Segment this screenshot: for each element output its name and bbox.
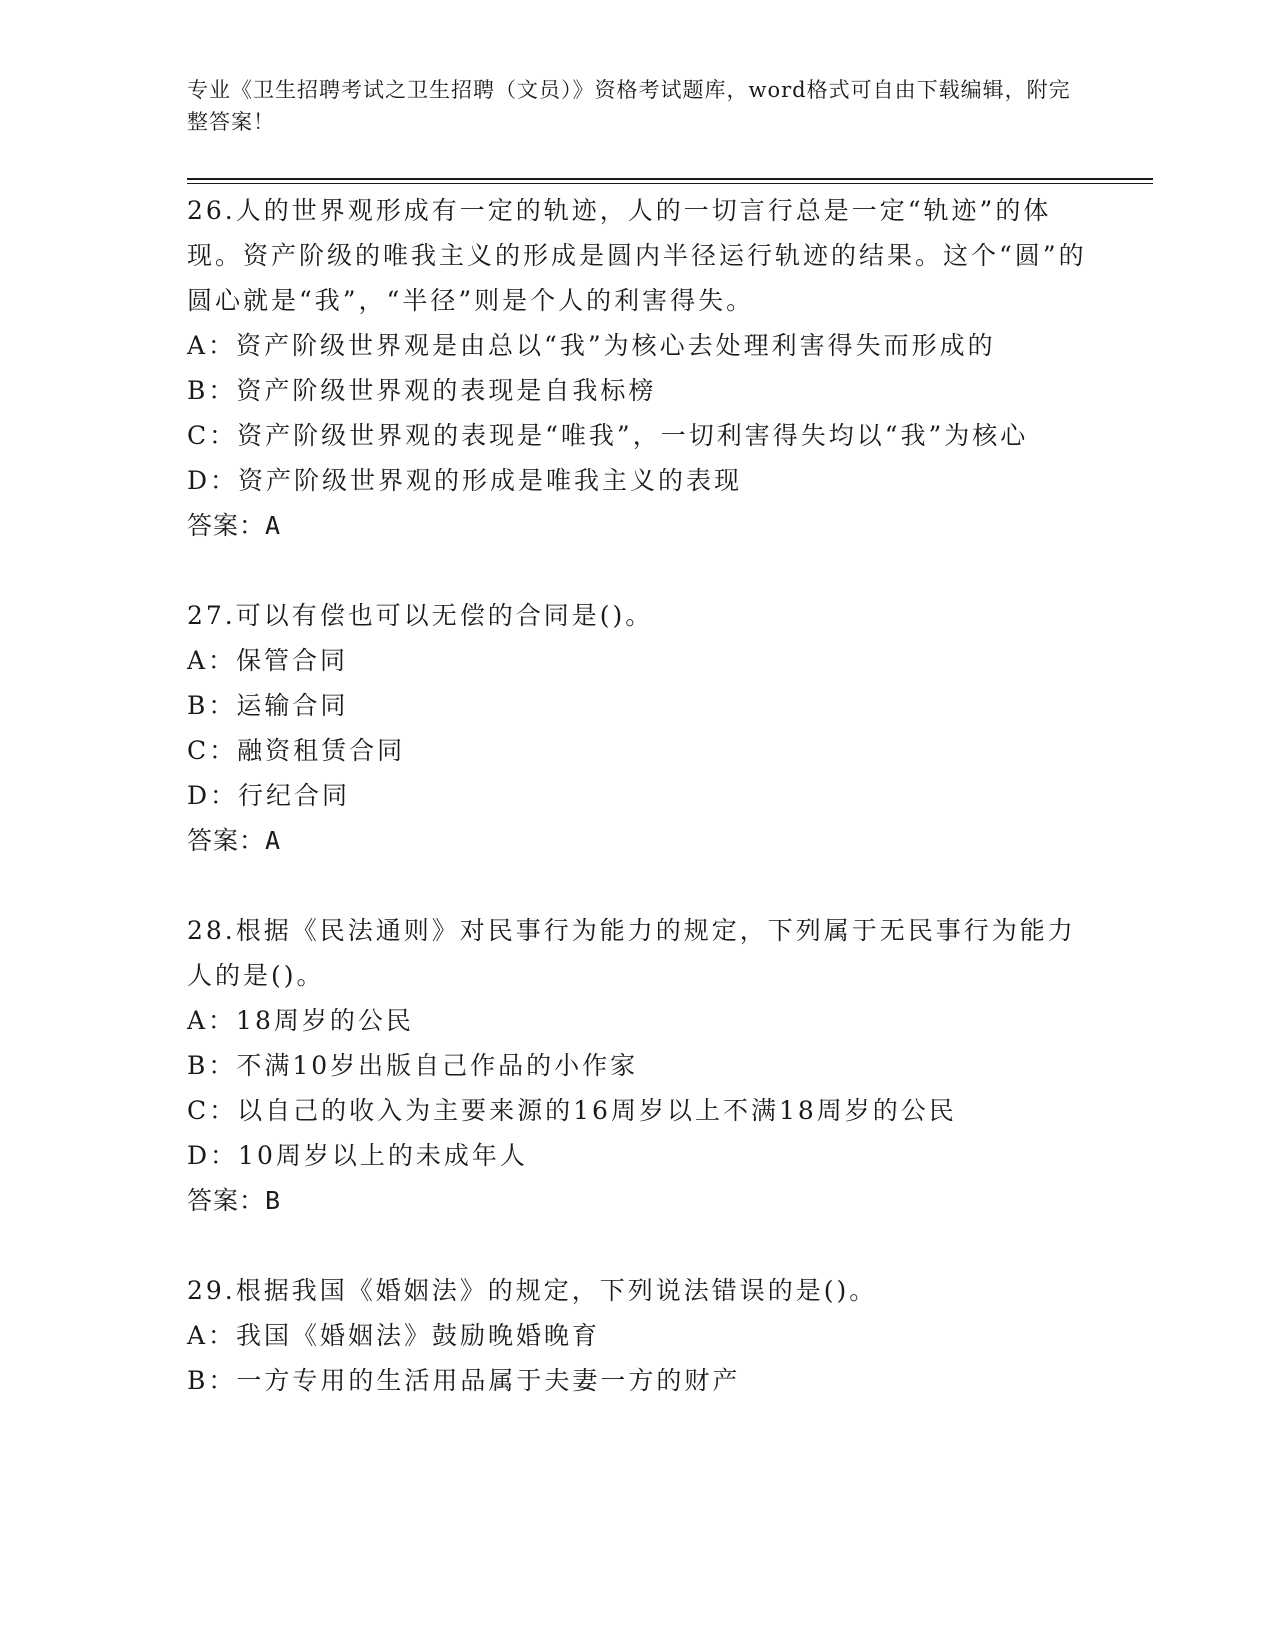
question-27 bbox=[187, 593, 1087, 863]
question-stem: 27.可以有偿也可以无偿的合同是()。 bbox=[187, 601, 654, 630]
option-d: D：10周岁以上的未成年人 bbox=[187, 1141, 528, 1170]
option-a: A：18周岁的公民 bbox=[187, 1006, 414, 1035]
option-b: B：资产阶级世界观的表现是自我标榜 bbox=[187, 376, 657, 405]
question-stem: 28.根据《民法通则》对民事行为能力的规定，下列属于无民事行为能力人的是()。 bbox=[187, 916, 1076, 990]
answer-value: A bbox=[265, 511, 282, 540]
answer-line bbox=[187, 503, 1087, 548]
option-c: C：融资租赁合同 bbox=[187, 736, 406, 765]
option-a: A：保管合同 bbox=[187, 646, 349, 675]
question-stem: 29.根据我国《婚姻法》的规定，下列说法错误的是()。 bbox=[187, 1276, 878, 1305]
question-stem: 26.人的世界观形成有一定的轨迹，人的一切言行总是一定“轨迹”的体现。资产阶级的唯我主义的形成是圆内半径运行轨迹的结果。这个“圆”的圆心就是“我”，“半径”则是个人的利害得失。 bbox=[187, 196, 1087, 315]
option-a: A：资产阶级世界观是由总以“我”为核心去处理利害得失而形成的 bbox=[187, 331, 996, 360]
question-28 bbox=[187, 908, 1087, 1223]
answer-label: 答案： bbox=[187, 826, 266, 855]
option-b: B：运输合同 bbox=[187, 691, 349, 720]
answer-label: 答案： bbox=[187, 1186, 266, 1215]
question-list bbox=[187, 188, 1087, 1448]
option-d: D：行纪合同 bbox=[187, 781, 351, 810]
answer-line bbox=[187, 818, 1087, 863]
option-c: C：以自己的收入为主要来源的16周岁以上不满18周岁的公民 bbox=[187, 1096, 957, 1125]
question-29 bbox=[187, 1268, 1087, 1403]
option-d: D：资产阶级世界观的形成是唯我主义的表现 bbox=[187, 466, 743, 495]
header-divider-thick bbox=[187, 178, 1153, 180]
option-b: B：一方专用的生活用品属于夫妻一方的财产 bbox=[187, 1366, 741, 1395]
question-26 bbox=[187, 188, 1087, 548]
header-divider-thin bbox=[187, 183, 1153, 184]
answer-value: B bbox=[265, 1186, 282, 1215]
answer-value: A bbox=[265, 826, 282, 855]
document-header: 专业《卫生招聘考试之卫生招聘（文员）》资格考试题库，word格式可自由下载编辑，附完整答案！ bbox=[187, 78, 1071, 134]
option-b: B：不满10岁出版自己作品的小作家 bbox=[187, 1051, 639, 1080]
option-c: C：资产阶级世界观的表现是“唯我”，一切利害得失均以“我”为核心 bbox=[187, 421, 1029, 450]
answer-label: 答案： bbox=[187, 511, 266, 540]
answer-line bbox=[187, 1178, 1087, 1223]
option-a: A：我国《婚姻法》鼓励晚婚晚育 bbox=[187, 1321, 601, 1350]
